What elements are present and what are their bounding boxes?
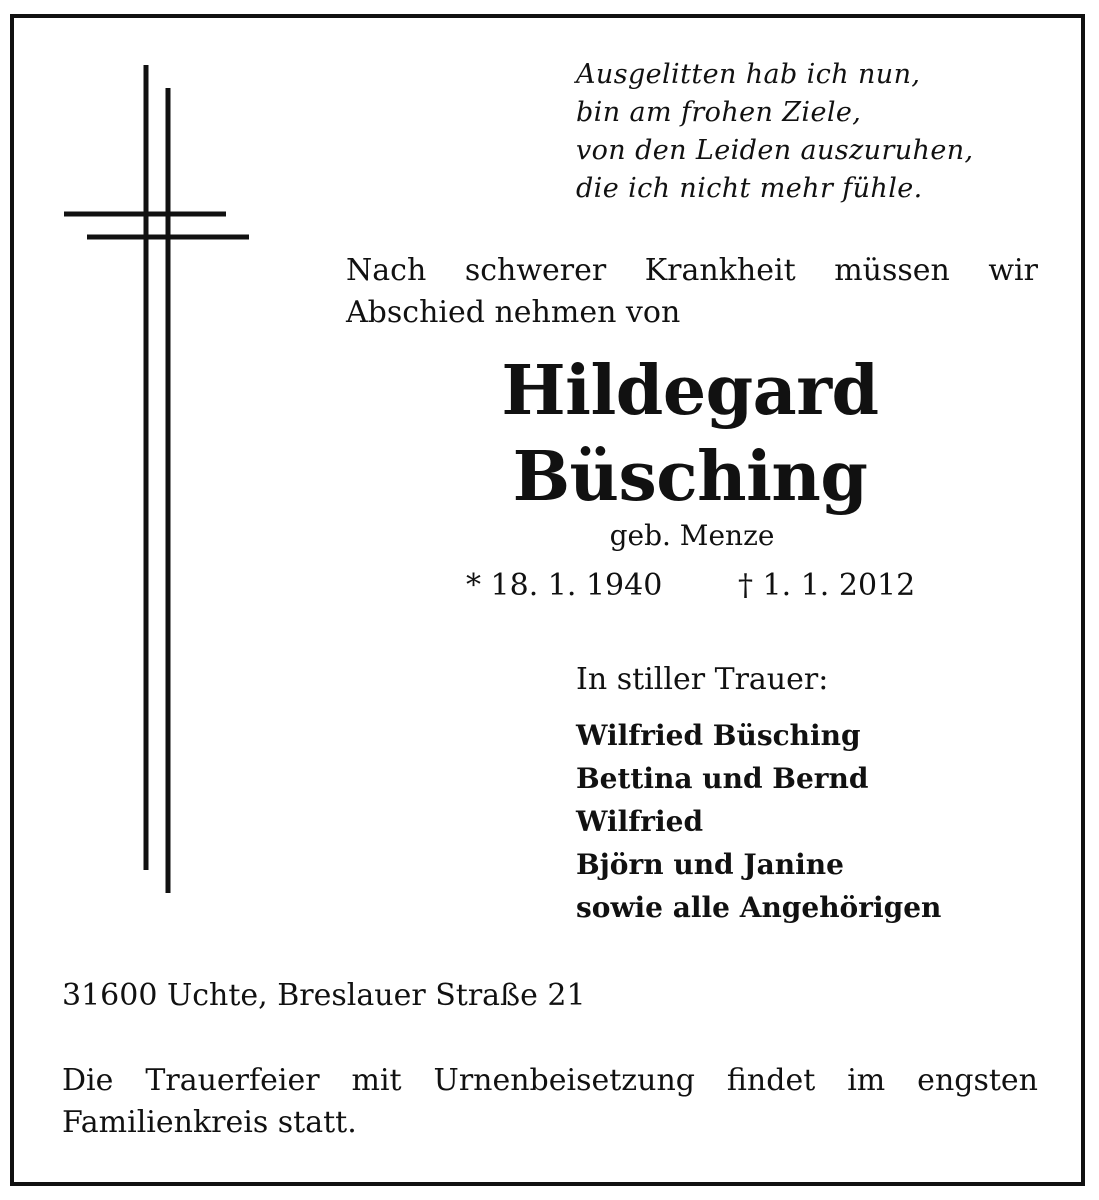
funeral-notice bbox=[62, 1060, 1038, 1144]
deceased-last-name: Büsching bbox=[512, 437, 868, 517]
intro-text bbox=[346, 250, 1038, 334]
double-line-cross-icon bbox=[0, 0, 300, 920]
death-date: † 1. 1. 2012 bbox=[738, 568, 916, 603]
deceased-name bbox=[346, 348, 1038, 520]
intro-line: Nach schwerer Krankheit müssen wir bbox=[346, 253, 1038, 288]
notice-line: Familienkreis statt. bbox=[62, 1105, 357, 1140]
maiden-name: geb. Menze bbox=[609, 519, 775, 552]
mourner-name: Wilfried bbox=[576, 805, 704, 838]
birth-date: * 18. 1. 1940 bbox=[466, 568, 663, 603]
mourning-heading: In stiller Trauer: bbox=[576, 662, 829, 697]
mourner-name: Bettina und Bernd bbox=[576, 762, 869, 795]
poem-line: bin am frohen Ziele, bbox=[576, 97, 862, 128]
mourner-name: Wilfried Büsching bbox=[576, 719, 861, 752]
deceased-first-name: Hildegard bbox=[501, 351, 879, 431]
poem-line: von den Leiden auszuruhen, bbox=[576, 135, 974, 166]
mourner-name: Björn und Janine bbox=[576, 848, 844, 881]
mourners-list bbox=[576, 714, 941, 929]
poem bbox=[576, 56, 973, 208]
poem-line: die ich nicht mehr fühle. bbox=[576, 173, 923, 204]
poem-line: Ausgelitten hab ich nun, bbox=[576, 59, 921, 90]
intro-line: Abschied nehmen von bbox=[346, 295, 681, 330]
notice-line: Die Trauerfeier mit Urnenbeisetzung findet im engsten bbox=[62, 1063, 1038, 1098]
mourner-name: sowie alle Angehörigen bbox=[576, 891, 942, 924]
address: 31600 Uchte, Breslauer Straße 21 bbox=[62, 978, 586, 1013]
